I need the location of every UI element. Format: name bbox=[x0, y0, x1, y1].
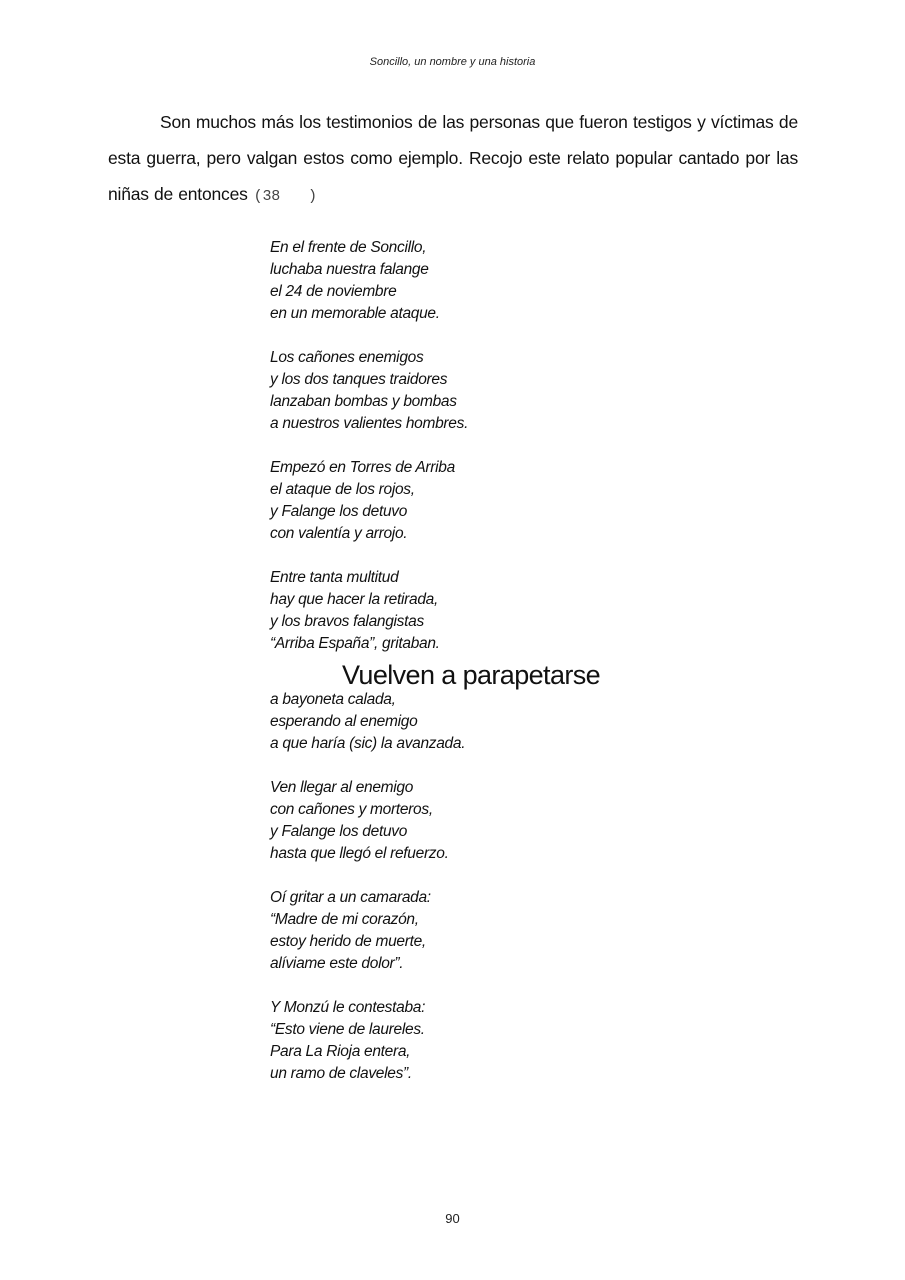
poem-line: “Madre de mi corazón, bbox=[270, 911, 419, 928]
page-number: 90 bbox=[445, 1211, 460, 1226]
poem bbox=[270, 237, 830, 1107]
poem-line: esperando al enemigo bbox=[270, 713, 418, 730]
poem-line: hay que hacer la retirada, bbox=[270, 591, 438, 608]
poem-line: y los bravos falangistas bbox=[270, 613, 424, 630]
poem-line: En el frente de Soncillo, bbox=[270, 239, 427, 256]
poem-line: a que haría (sic) la avanzada. bbox=[270, 735, 466, 752]
poem-line: Y Monzú le contestaba: bbox=[270, 999, 426, 1016]
poem-line: a nuestros valientes hombres. bbox=[270, 415, 469, 432]
poem-line: Para La Rioja entera, bbox=[270, 1043, 411, 1060]
poem-line: Oí gritar a un camarada: bbox=[270, 889, 431, 906]
poem-line: luchaba nuestra falange bbox=[270, 261, 429, 278]
poem-line: a bayoneta calada, bbox=[270, 691, 396, 708]
stanza-3 bbox=[270, 457, 830, 545]
footnote-reference[interactable]: (38 ) bbox=[253, 188, 317, 205]
poem-line: con cañones y morteros, bbox=[270, 801, 433, 818]
stanza-5 bbox=[270, 689, 830, 755]
poem-line: “Arriba España”, gritaban. bbox=[270, 635, 440, 652]
poem-heading: Vuelven a parapetarse bbox=[342, 660, 601, 690]
poem-line: hasta que llegó el refuerzo. bbox=[270, 845, 449, 862]
poem-line: “Esto viene de laureles. bbox=[270, 1021, 425, 1038]
poem-line: Los cañones enemigos bbox=[270, 349, 424, 366]
poem-line: un ramo de claveles”. bbox=[270, 1065, 412, 1082]
poem-line: y los dos tanques traidores bbox=[270, 371, 448, 388]
intro-text: Son muchos más los testimonios de las personas que fueron testigos y víctimas de esta guerra, pero valgan estos como ejemplo. Recojo este relato popular cantado por las niñas de entonces bbox=[108, 112, 798, 204]
poem-line: Ven llegar al enemigo bbox=[270, 779, 414, 796]
stanza-7 bbox=[270, 887, 830, 975]
intro-paragraph bbox=[108, 104, 798, 215]
poem-line: y Falange los detuvo bbox=[270, 823, 408, 840]
poem-line: Entre tanta multitud bbox=[270, 569, 399, 586]
poem-line: en un memorable ataque. bbox=[270, 305, 440, 322]
stanza-8 bbox=[270, 997, 830, 1085]
running-head: Soncillo, un nombre y una historia bbox=[369, 56, 536, 68]
stanza-1 bbox=[270, 237, 830, 325]
poem-line: Empezó en Torres de Arriba bbox=[270, 459, 455, 476]
stanza-4 bbox=[270, 567, 830, 655]
poem-line: lanzaban bombas y bombas bbox=[270, 393, 457, 410]
poem-line: el ataque de los rojos, bbox=[270, 481, 415, 498]
stanza-2 bbox=[270, 347, 830, 435]
poem-line: alíviame este dolor”. bbox=[270, 955, 404, 972]
poem-line: el 24 de noviembre bbox=[270, 283, 397, 300]
poem-line: y Falange los detuvo bbox=[270, 503, 408, 520]
poem-line: con valentía y arrojo. bbox=[270, 525, 408, 542]
poem-line: estoy herido de muerte, bbox=[270, 933, 426, 950]
stanza-6 bbox=[270, 777, 830, 865]
